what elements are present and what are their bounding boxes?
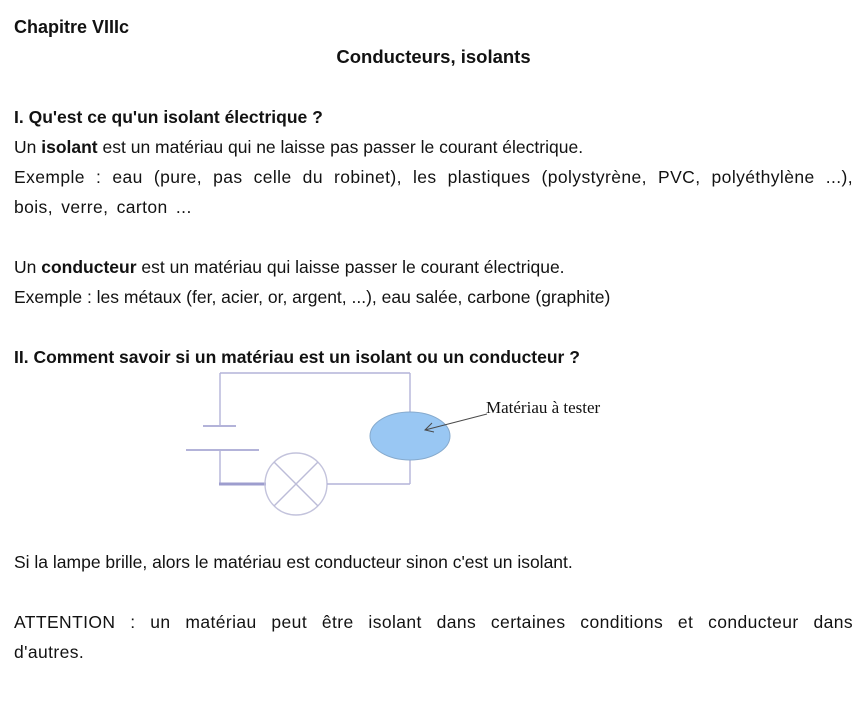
spacer — [14, 222, 853, 252]
test-circuit-diagram — [14, 372, 853, 547]
conducteur-definition-suffix: est un matériau qui laisse passer le courant électrique. — [136, 257, 565, 277]
conducteur-definition — [14, 252, 853, 282]
isolant-examples: Exemple : eau (pure, pas celle du robinet), les plastiques (polystyrène, PVC, polyéthylène ...), bois, verre, carton ... — [14, 167, 853, 217]
conducteur-examples: Exemple : les métaux (fer, acier, or, argent, ...), eau salée, carbone (graphite) — [14, 287, 611, 307]
section1-heading: I. Qu'est ce qu'un isolant électrique ? — [14, 107, 323, 127]
conclusion-text: Si la lampe brille, alors le matériau est conducteur sinon c'est un isolant. — [14, 552, 573, 572]
material-label: Matériau à tester — [486, 398, 601, 417]
spacer — [14, 72, 853, 102]
spacer — [14, 312, 853, 342]
test-material-ellipse — [370, 412, 450, 460]
isolant-keyword: isolant — [41, 137, 98, 157]
isolant-definition-suffix: est un matériau qui ne laisse pas passer le courant électrique. — [97, 137, 584, 157]
page-title: Conducteurs, isolants — [336, 46, 531, 67]
warning-text: ATTENTION : un matériau peut être isolant dans certaines conditions et conducteur dans d'autres. — [14, 612, 853, 662]
spacer — [14, 577, 853, 607]
isolant-definition — [14, 132, 853, 162]
conducteur-keyword: conducteur — [41, 257, 137, 277]
section2-heading: II. Comment savoir si un matériau est un isolant ou un conducteur ? — [14, 347, 580, 367]
conducteur-definition-prefix: Un — [14, 257, 42, 277]
circuit-svg — [0, 372, 868, 547]
chapter-label: Chapitre VIIIc — [14, 17, 130, 37]
isolant-definition-prefix: Un — [14, 137, 42, 157]
